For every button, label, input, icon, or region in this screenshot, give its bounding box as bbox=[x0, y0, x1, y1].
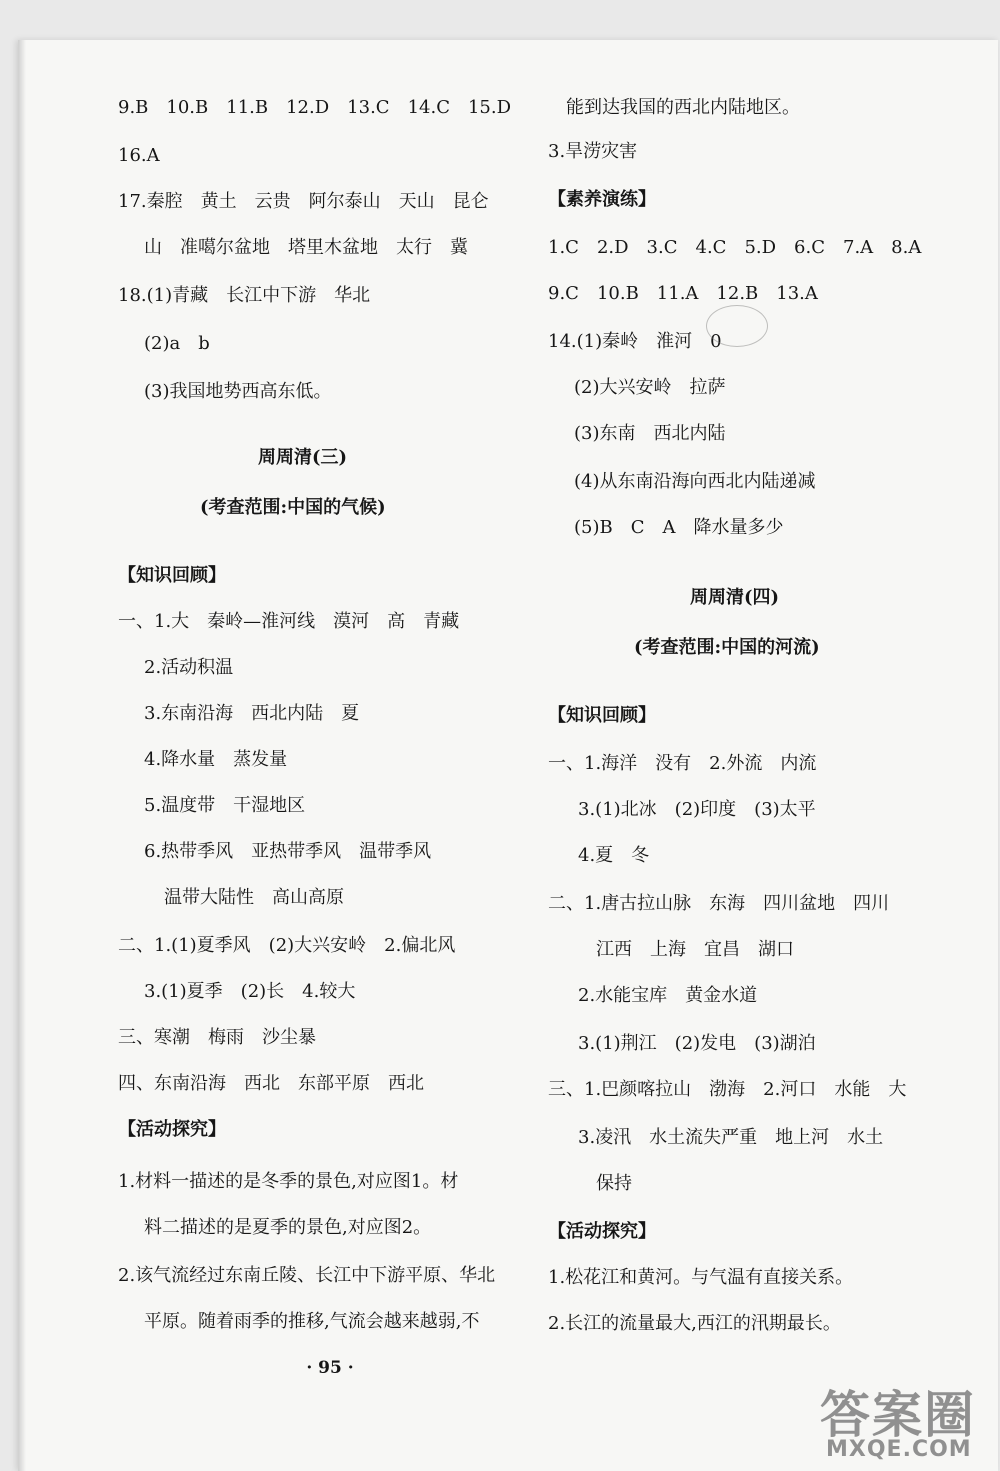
right-column-line: 【活动探究】 bbox=[548, 1221, 656, 1242]
right-column-line: (5)B C A 降水量多少 bbox=[574, 517, 784, 538]
watermark-title: 答案圈 bbox=[820, 1386, 976, 1444]
right-column-line: 江西 上海 宜昌 湖口 bbox=[596, 939, 794, 960]
left-column-line: (3)我国地势西高东低。 bbox=[144, 381, 332, 402]
right-column-line: 1.C 2.D 3.C 4.C 5.D 6.C 7.A 8.A bbox=[548, 237, 922, 258]
page-fold-shadow bbox=[18, 40, 26, 1471]
right-column-line: 9.C 10.B 11.A 12.B 13.A bbox=[548, 283, 818, 304]
left-column-line: 3.(1)夏季 (2)长 4.较大 bbox=[144, 981, 356, 1002]
left-column-line: 9.B 10.B 11.B 12.D 13.C 14.C 15.D bbox=[118, 97, 512, 118]
left-column-line: 2.该气流经过东南丘陵、长江中下游平原、华北 bbox=[118, 1265, 496, 1286]
left-column-line: 山 准噶尔盆地 塔里木盆地 太行 冀 bbox=[144, 237, 468, 258]
right-column-line: (2)大兴安岭 拉萨 bbox=[574, 377, 726, 398]
left-column-line: 17.秦腔 黄土 云贵 阿尔泰山 天山 昆仑 bbox=[118, 191, 489, 212]
right-column-line: 3.旱涝灾害 bbox=[548, 141, 638, 162]
left-column-line: (考查范围:中国的气候) bbox=[200, 497, 386, 518]
left-column-line: 【活动探究】 bbox=[118, 1119, 226, 1140]
left-column-line: 一、1.大 秦岭—淮河线 漠河 高 青藏 bbox=[118, 611, 460, 632]
left-column-line: 6.热带季风 亚热带季风 温带季风 bbox=[144, 841, 432, 862]
left-column-line: 平原。随着雨季的推移,气流会越来越弱,不 bbox=[144, 1311, 480, 1332]
left-column-line: 16.A bbox=[118, 145, 160, 166]
left-column-line: 周周清(三) bbox=[258, 447, 348, 468]
right-column-line: (考查范围:中国的河流) bbox=[634, 637, 820, 658]
left-column-line: 5.温度带 干湿地区 bbox=[144, 795, 306, 816]
left-column-line: 3.东南沿海 西北内陆 夏 bbox=[144, 703, 360, 724]
left-column-line: 4.降水量 蒸发量 bbox=[144, 749, 288, 770]
right-column-line: 2.长江的流量最大,西江的汛期最长。 bbox=[548, 1313, 841, 1334]
watermark-url: MXQE.COM bbox=[826, 1437, 972, 1462]
right-column-line: 周周清(四) bbox=[690, 587, 780, 608]
left-column-line: 【知识回顾】 bbox=[118, 565, 226, 586]
left-column-line: 18.(1)青藏 长江中下游 华北 bbox=[118, 285, 371, 306]
left-column-line: 四、东南沿海 西北 东部平原 西北 bbox=[118, 1073, 424, 1094]
right-column-line: 【素养演练】 bbox=[548, 189, 656, 210]
page-number: · 95 · bbox=[306, 1358, 354, 1378]
left-column-line: (2)a b bbox=[144, 333, 210, 354]
right-column-line: 14.(1)秦岭 淮河 0 bbox=[548, 331, 722, 352]
watermark-logo bbox=[820, 1375, 1000, 1471]
right-column-line: 一、1.海洋 没有 2.外流 内流 bbox=[548, 753, 817, 774]
left-column-line: 料二描述的是夏季的景色,对应图2。 bbox=[144, 1217, 432, 1238]
stamp-mark bbox=[706, 305, 768, 347]
right-column-line: (3)东南 西北内陆 bbox=[574, 423, 726, 444]
right-column-line: 能到达我国的西北内陆地区。 bbox=[566, 97, 800, 118]
right-column-line: 【知识回顾】 bbox=[548, 705, 656, 726]
left-column-line: 温带大陆性 高山高原 bbox=[164, 887, 344, 908]
right-column-line: 1.松花江和黄河。与气温有直接关系。 bbox=[548, 1267, 854, 1288]
left-column-line: 2.活动积温 bbox=[144, 657, 234, 678]
left-column-line: 二、1.(1)夏季风 (2)大兴安岭 2.偏北风 bbox=[118, 935, 456, 956]
right-column-line: 3.(1)北冰 (2)印度 (3)太平 bbox=[578, 799, 816, 820]
right-column-line: (4)从东南沿海向西北内陆递减 bbox=[574, 471, 816, 492]
right-column-line: 二、1.唐古拉山脉 东海 四川盆地 四川 bbox=[548, 893, 890, 914]
right-column-line: 3.(1)荆江 (2)发电 (3)湖泊 bbox=[578, 1033, 816, 1054]
right-column-line: 保持 bbox=[596, 1173, 632, 1194]
right-column-line: 2.水能宝库 黄金水道 bbox=[578, 985, 758, 1006]
left-column-line: 1.材料一描述的是冬季的景色,对应图1。材 bbox=[118, 1171, 459, 1192]
right-column-line: 三、1.巴颜喀拉山 渤海 2.河口 水能 大 bbox=[548, 1079, 907, 1100]
right-column-line: 3.凌汛 水土流失严重 地上河 水土 bbox=[578, 1127, 884, 1148]
right-column-line: 4.夏 冬 bbox=[578, 845, 650, 866]
left-column-line: 三、寒潮 梅雨 沙尘暴 bbox=[118, 1027, 316, 1048]
